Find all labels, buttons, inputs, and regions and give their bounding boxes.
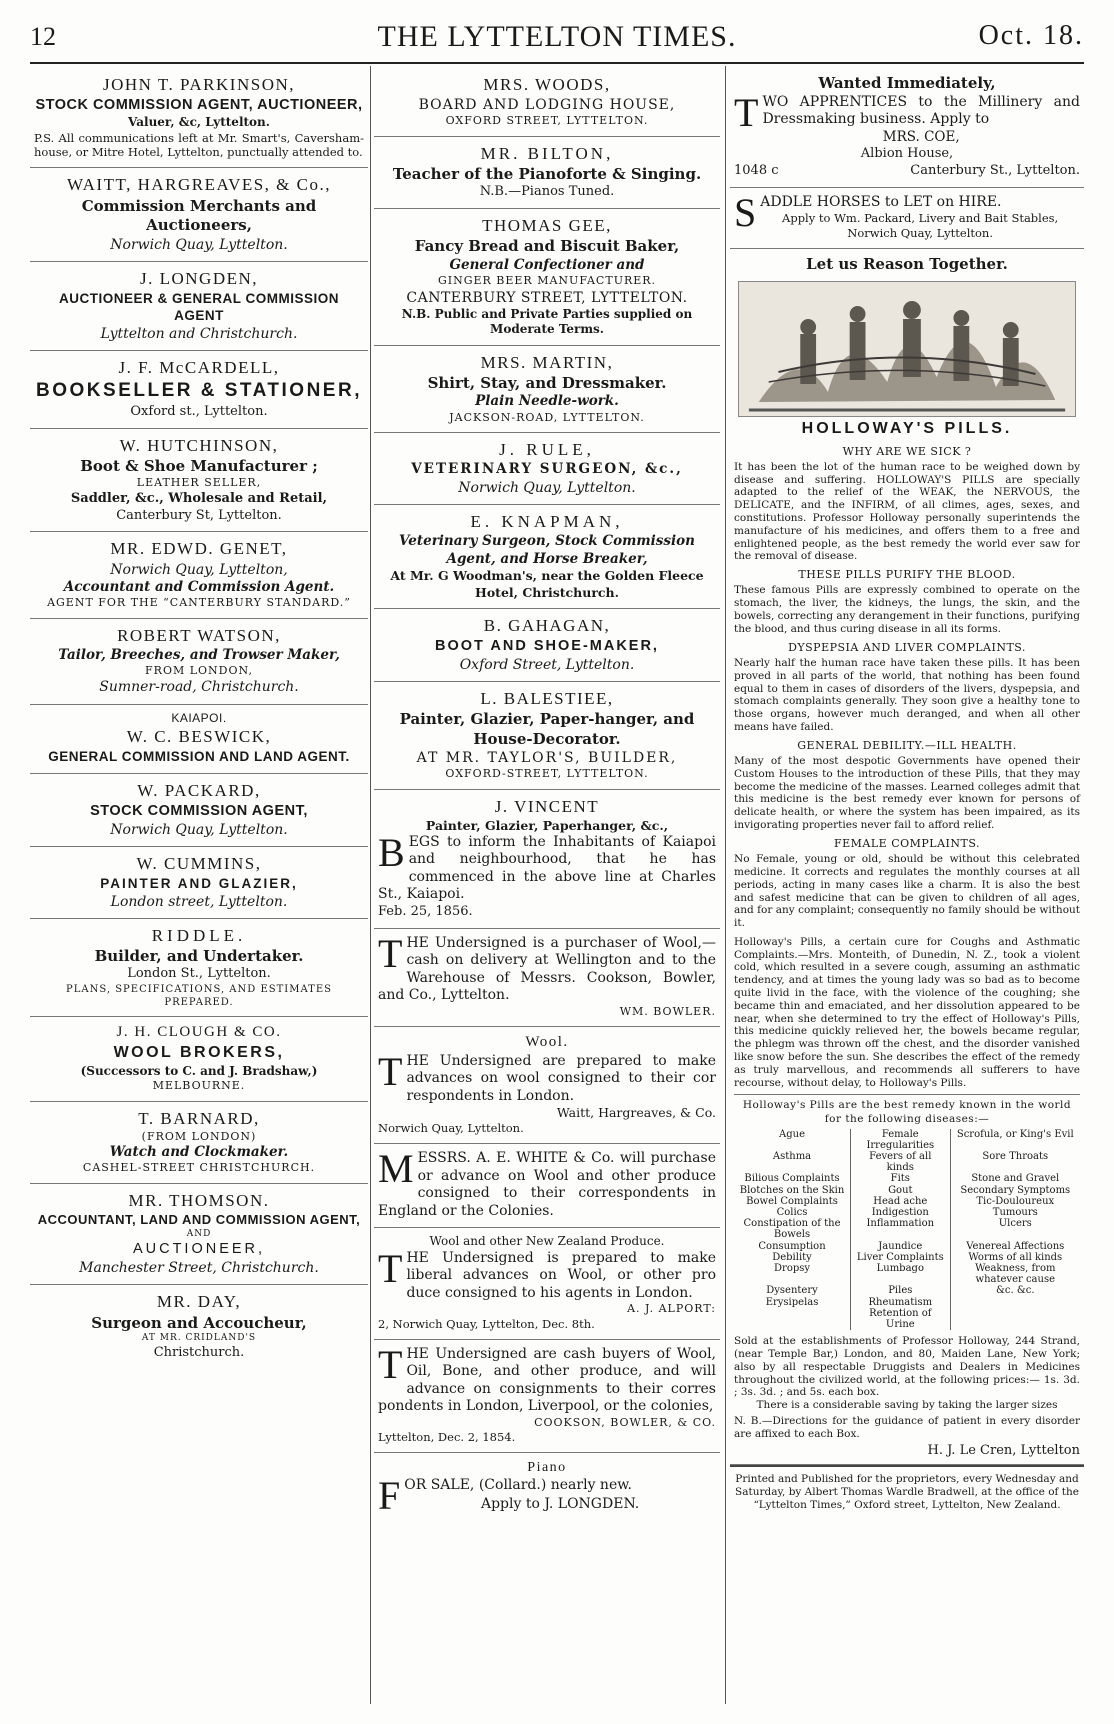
ad-white	[374, 1144, 720, 1228]
disease-cell: &c. &c.	[950, 1285, 1080, 1296]
ad-cummins	[30, 847, 368, 919]
ad-beswick	[30, 705, 368, 774]
ad-sign: Waitt, Hargreaves, & Co.	[556, 1105, 716, 1121]
disease-cell: Female Irregularities	[851, 1129, 951, 1151]
ad-holloway	[730, 249, 1084, 1465]
ad-saddle	[730, 188, 1084, 249]
ad-genet	[30, 532, 368, 618]
ad-place: Norwich Quay, Lyttelton.	[378, 1121, 524, 1136]
column-rule	[725, 66, 726, 1704]
section-body: It has been the lot of the human race to be weighed down by disease and suffering. HOLLOWAY'S PILLS are specially adapted to the relief of the WEAK, the NERVOUS, the DELICATE, and the INFIRM, of all climes, ages, sexes, and constitutions. Professor Holloway personally superintends the manufacture of his medicines, and offers them to a free and enlightened people, as the best remedy the world ever saw for the removal of disease.	[734, 460, 1080, 563]
ad-title: Builder, and Undertaker.	[94, 946, 304, 965]
disease-cell: Fits	[851, 1173, 951, 1184]
column-3	[730, 68, 1084, 1702]
disease-cell: Constipation of the Bowels	[743, 1218, 841, 1241]
sold-body: Sold at the establishments of Professor Holloway, 244 Strand, (near Temple Bar,) London, and 80, Maiden Lane, New York; also by all respectable Druggists and Dealers in Medicines throughout the civilized world, at the following prices:— 1s. 3d. ; 3s. 3d. ; and 5s. each box.	[734, 1335, 1080, 1399]
ad-piano	[374, 1453, 720, 1520]
section-heading: DYSPEPSIA AND LIVER COMPLAINTS.	[788, 640, 1026, 654]
ad-sub: Valuer, &c, Lyttelton.	[128, 114, 270, 129]
ad-thomson	[30, 1184, 368, 1286]
section-body: These famous Pills are expressly combined to operate on the stomach, the liver, the kidneys, the lungs, the skin, and the bowels, correcting any derangement in their functions, purifying the blood, and thus curing disease in all its forms.	[734, 584, 1081, 635]
disease-cell: Dropsy	[774, 1262, 811, 1274]
ad-name: RIDDLE.	[151, 925, 247, 945]
ad-balestiee	[374, 682, 720, 790]
ad-name: J. H. CLOUGH & CO.	[116, 1024, 282, 1041]
ad-name: B. GAHAGAN,	[483, 615, 611, 635]
ad-name: J. RULE,	[499, 440, 595, 460]
ad-date: Feb. 25, 1856.	[378, 903, 473, 919]
disease-cell: Tic-Douloureux	[950, 1196, 1080, 1207]
ad-sub: AT MR. CRIDLAND'S	[141, 1333, 257, 1344]
disease-cell: Gout	[851, 1185, 951, 1196]
drop-cap: S	[734, 189, 757, 235]
ad-title: STOCK COMMISSION AGENT, AUCTIONEER,	[35, 97, 363, 114]
ad-title: Painter, Glazier, Paper-hanger, and House-Decorator.	[399, 710, 695, 748]
ad-waitt	[30, 168, 368, 261]
ad-place: Norwich Quay, Lyttelton.	[458, 479, 636, 496]
ad-ref: 1048 c	[734, 162, 779, 178]
ad-name: MRS. WOODS,	[483, 75, 611, 94]
ad-title: STOCK COMMISSION AGENT,	[90, 802, 308, 819]
ad-day	[30, 1285, 368, 1368]
ad-name: MR. BILTON,	[480, 143, 614, 163]
ad-name: W. HUTCHINSON,	[119, 435, 279, 455]
ad-place: Canterbury St., Lyttelton.	[910, 162, 1080, 178]
ad-gahagan	[374, 609, 720, 682]
ad-name: THOMAS GEE,	[482, 216, 612, 236]
column-1	[30, 68, 368, 1702]
ad-title: Veterinary Surgeon, Stock Commission Agent, and Horse Breaker,	[399, 533, 695, 567]
ad-place: London street, Lyttelton.	[110, 893, 288, 910]
remedy-heading: Holloway's Pills are the best remedy known in the world for the following diseases:—	[734, 1094, 1080, 1126]
ad-place: Christchurch.	[153, 1344, 245, 1360]
ad-note: N.B. Public and Private Parties supplied on Moderate Terms.	[401, 306, 693, 337]
holloway-brand: HOLLOWAY'S PILLS.	[801, 419, 1013, 437]
ad-heading: Wool and other New Zealand Produce.	[429, 1234, 665, 1249]
disease-cell: Head ache	[851, 1196, 951, 1207]
section-body: Nearly half the human race have taken these pills. It has been proved in all parts of the world, that nothing has been found equal to them in cases of disorders of the livers, dyspepsia, and stomach complaints generally. They soon give a healthy tone to those organs, however much deranged, and when all other means have failed.	[734, 656, 1080, 733]
disease-cell: Dysentery	[766, 1285, 818, 1297]
drop-cap: T	[378, 1245, 403, 1291]
ad-note: N.B.—Pianos Tuned.	[479, 184, 615, 200]
drop-cap: F	[378, 1473, 401, 1518]
ad-place: Oxford Street, Lyttelton.	[459, 656, 635, 673]
ad-place: Manchester Street, Christchurch.	[79, 1260, 319, 1277]
disease-cell: Scrofula, or King's Evil	[950, 1129, 1080, 1151]
ad-mccardell	[30, 351, 368, 429]
ad-body: EGS to inform the Inhabitants of Kaiapoi and neighbourhood, that he has commenced in the above line at Charles St., Kaiapoi.	[378, 833, 716, 903]
disease-cell: Liver Complaints	[851, 1252, 951, 1263]
ad-place: CASHEL-STREET CHRISTCHURCH.	[82, 1161, 316, 1175]
disease-cell: Piles	[851, 1285, 951, 1296]
ad-wool	[374, 1027, 720, 1144]
ad-title: ACCOUNTANT, LAND AND COMMISSION AGENT,	[37, 1211, 361, 1227]
ad-sign: WM. BOWLER.	[619, 1004, 716, 1018]
imprint	[730, 1465, 1084, 1518]
section-heading: WHY ARE WE SICK ?	[842, 444, 972, 458]
ad-name: W. CUMMINS,	[136, 854, 262, 874]
ad-date: 2, Norwich Quay, Lyttelton, Dec. 8th.	[378, 1316, 595, 1331]
ad-body: HE Undersigned is a purchaser of Wool,—cash on delivery at Wellington and to the Warehouse of Messrs. Cookson, Bowler, and Co., Lyttelton.	[378, 934, 716, 1004]
disease-cell: Retention of Urine	[851, 1308, 951, 1330]
ad-house: Albion House,	[860, 146, 954, 162]
ad-place: JACKSON-ROAD, LYTTELTON.	[449, 411, 645, 425]
ad-note: P.S. All communications left at Mr. Smart's, Caversham-house, or Mitre Hotel, Lyttelton, punctually attended to.	[34, 130, 364, 160]
drop-cap: B	[378, 829, 405, 875]
engraving-illustration-art	[739, 282, 1075, 416]
ad-wanted	[730, 68, 1084, 188]
disease-row	[734, 1173, 1080, 1184]
ad-rule	[374, 433, 720, 505]
ad-title: GENERAL COMMISSION AND LAND AGENT.	[48, 749, 350, 765]
ad-vincent	[374, 790, 720, 929]
disease-cell: Debility	[772, 1251, 812, 1263]
disease-cell: Jaundice	[851, 1241, 951, 1252]
disease-cell: Tumours	[950, 1207, 1080, 1218]
ad-woods	[374, 68, 720, 137]
disease-cell: Lumbago	[851, 1263, 951, 1285]
ad-sub: (Successors to C. and J. Bradshaw,)	[80, 1063, 318, 1078]
ad-sub: General Confectioner and	[449, 256, 645, 273]
ad-name: W. PACKARD,	[137, 780, 261, 800]
disease-cell: Asthma	[772, 1151, 812, 1163]
ad-place: Lyttelton and Christchurch.	[100, 325, 298, 342]
ad-title: Shirt, Stay, and Dressmaker.	[427, 373, 667, 392]
ad-sub: Plain Needle-work.	[475, 393, 619, 410]
ad-title: BOOT AND SHOE-MAKER,	[435, 637, 659, 654]
ad-title: Commission Merchants and Auctioneers,	[81, 196, 317, 234]
ad-place: CANTERBURY STREET, LYTTELTON.	[406, 289, 688, 306]
ad-sub: LEATHER SELLER,	[136, 476, 262, 490]
ad-title: PAINTER AND GLAZIER,	[100, 876, 298, 892]
ad-heading: Piano	[527, 1459, 567, 1475]
ad-title: Watch and Clockmaker.	[109, 1143, 289, 1160]
column-2	[374, 68, 720, 1702]
ad-heading: Wanted Immediately,	[818, 74, 996, 92]
drop-cap: M	[378, 1146, 414, 1192]
ad-name: JOHN T. PARKINSON,	[103, 75, 295, 94]
ad-body: HE Undersigned is prepared to make liberal advances on Wool, or other pro duce consigned to his agents in London.	[406, 1249, 716, 1301]
ad-place: London St., Lyttelton.	[127, 966, 271, 982]
page-number: 12	[30, 22, 56, 51]
ad-title: Teacher of the Pianoforte & Singing.	[392, 164, 702, 183]
ad-title: Fancy Bread and Biscuit Baker,	[414, 237, 680, 256]
ad-name: W. C. BESWICK,	[126, 727, 272, 747]
ad-cookson	[374, 1340, 720, 1453]
page-header	[30, 18, 1084, 64]
disease-row	[734, 1308, 1080, 1330]
ad-longden	[30, 262, 368, 351]
ad-alport	[374, 1228, 720, 1339]
ad-title: AUCTIONEER & GENERAL COMMISSION AGENT	[58, 290, 339, 324]
saving-note: There is a considerable saving by taking the larger sizes	[756, 1399, 1058, 1412]
disease-row	[734, 1297, 1080, 1308]
disease-cell: Bilious Complaints	[744, 1173, 840, 1185]
disease-row	[734, 1218, 1080, 1240]
disease-cell: Secondary Symptoms	[950, 1185, 1080, 1196]
ad-clough	[30, 1017, 368, 1101]
ad-barnard	[30, 1102, 368, 1184]
agent-name: H. J. Le Cren, Lyttelton	[927, 1443, 1080, 1459]
ad-name: J. LONGDEN,	[139, 268, 259, 288]
disease-row	[734, 1196, 1080, 1207]
ad-place: Norwich Quay, Lyttelton.	[110, 236, 288, 253]
disease-row	[734, 1151, 1080, 1173]
ad-name: MR. EDWD. GENET,	[110, 539, 288, 559]
ad-and: AND	[186, 1228, 212, 1239]
ad-sub2: Saddler, &c., Wholesale and Retail,	[70, 490, 328, 506]
section-heading: THESE PILLS PURIFY THE BLOOD.	[798, 568, 1016, 582]
disease-row	[734, 1185, 1080, 1196]
ad-knapman	[374, 505, 720, 609]
ad-sign: COOKSON, BOWLER, & CO.	[534, 1415, 716, 1429]
ad-title: BOOKSELLER & STATIONER,	[36, 380, 362, 402]
ad-name: L. BALESTIEE,	[480, 688, 614, 708]
ad-bowler	[374, 929, 720, 1027]
ad-gee	[374, 209, 720, 346]
disease-row	[734, 1252, 1080, 1263]
disease-row	[734, 1263, 1080, 1285]
ad-heading: Wool.	[525, 1034, 569, 1051]
ad-sub: Apply to J. LONGDEN.	[480, 1495, 640, 1512]
disease-cell: Inflammation	[851, 1218, 951, 1240]
section-heading: GENERAL DEBILITY.—ILL HEALTH.	[797, 738, 1017, 752]
ad-body: ADDLE HORSES to LET on HIRE.	[760, 193, 1002, 210]
ad-title2: AUCTIONEER,	[132, 1241, 266, 1258]
ad-place: Sumner-road, Christchurch.	[99, 679, 299, 696]
disease-cell: Stone and Gravel	[950, 1173, 1080, 1184]
disease-cell: Ulcers	[950, 1218, 1080, 1240]
ad-place: At Mr. G Woodman's, near the Golden Fleece Hotel, Christchurch.	[390, 568, 704, 600]
disease-table	[734, 1129, 1080, 1330]
ad-place: Norwich Quay, Lyttelton,	[110, 561, 288, 578]
disease-cell: Indigestion	[851, 1207, 951, 1218]
drop-cap: T	[378, 930, 403, 976]
disease-cell: Sore Throats	[950, 1151, 1080, 1173]
disease-cell: Blotches on the Skin	[739, 1184, 845, 1196]
disease-cell	[950, 1297, 1080, 1308]
ad-sign: A. J. ALPORT:	[627, 1302, 716, 1316]
disease-cell: Fevers of all kinds	[851, 1151, 951, 1173]
disease-row	[734, 1129, 1080, 1151]
ad-name: WAITT, HARGREAVES, & Co.,	[66, 175, 331, 195]
ad-place: Norwich Quay, Lyttelton.	[110, 821, 288, 838]
directions-note: N. B.—Directions for the guidance of patient in every disorder are affixed to each Box.	[734, 1414, 1080, 1440]
ad-title: WOOL BROKERS,	[113, 1043, 285, 1061]
disease-cell: Colics	[776, 1207, 808, 1219]
ad-title: BOARD AND LODGING HOUSE,	[418, 97, 676, 114]
ad-body: WO APPRENTICES to the Millinery and Dressmaking business. Apply to	[762, 93, 1080, 127]
ad-place: Oxford st., Lyttelton.	[130, 403, 268, 419]
disease-cell: Consumption	[758, 1240, 826, 1252]
ad-title: Painter, Glazier, Paperhanger, &c.,	[425, 817, 669, 833]
section-body: Many of the most despotic Governments have opened their Custom Houses to the introduction of these Pills, that they may become the medicine of the masses. Learned colleges admit that this medicine is the best remedy ever known for persons of delicate health, or where the system has been impaired, as its invigorating properties never fail to afford relief.	[734, 755, 1080, 832]
header-rule	[30, 62, 1084, 64]
ad-sub: AGENT FOR THE “CANTERBURY STANDARD.”	[47, 596, 351, 610]
ad-body: OR SALE, (Collard.) nearly new.	[404, 1477, 633, 1493]
ad-title: Accountant and Commission Agent.	[63, 578, 335, 595]
ad-place: Canterbury St, Lyttelton.	[116, 507, 282, 523]
ad-martin	[374, 346, 720, 433]
drop-cap: T	[378, 1341, 403, 1387]
masthead: THE LYTTELTON TIMES.	[377, 20, 737, 53]
ad-name: MR. DAY,	[156, 1292, 242, 1312]
disease-cell	[950, 1308, 1080, 1330]
issue-date: Oct. 18.	[978, 20, 1084, 51]
section-heading: FEMALE COMPLAINTS.	[834, 836, 980, 850]
ad-bilton	[374, 137, 720, 209]
ad-hutchinson	[30, 429, 368, 533]
section-body: No Female, young or old, should be without this celebrated medicine. It corrects and regulates the monthly courses at all periods, acting in many cases like a charm. It is also the best and safest medicine that can be given to children of all ages, and for any complaint; consequently no family should be without it.	[734, 853, 1080, 930]
disease-cell	[734, 1308, 851, 1330]
ad-riddle	[30, 919, 368, 1017]
ad-sub: PLANS, SPECIFICATIONS, AND ESTIMATES PREPARED.	[66, 984, 332, 1009]
ad-parkinson	[30, 68, 368, 168]
ad-name: J. F. McCARDELL,	[118, 358, 280, 378]
ad-place: OXFORD-STREET, LYTTELTON.	[445, 767, 649, 781]
ad-name: E. KNAPMAN,	[470, 512, 624, 532]
ad-place: MELBOURNE.	[152, 1079, 246, 1093]
testimonial-body: Holloway's Pills, a certain cure for Coughs and Asthmatic Complaints.—Mrs. Monteith, of Dunedin, N. Z., took a violent cold, which resulted in a severe cough, assuming an asthmatic tendency, and at times the young lady was so bad as to become quite livid in the face, with the violence of the coughing; she became thin and emaciated, and her dissolution appeared to be near, when she determined to try the effect of Holloway's Pills, this medicine quickly relieved her, the bowels became regular, the phlegm was thrown off the chest, and the disorder vanished like snow before the sun. She describes the effect of the remedy as truly marvellous, and recommends all sufferers to have recourse, without delay, to Holloway's Pills.	[734, 935, 1080, 1089]
ad-watson	[30, 619, 368, 705]
ad-body: HE Undersigned are cash buyers of Wool, Oil, Bone, and other produce, and will advance on consignments to their corres pondents in London, Liverpool, or the colonies,	[378, 1345, 716, 1415]
disease-cell: Erysipelas	[765, 1296, 819, 1308]
ad-town: KAIAPOI.	[171, 710, 227, 725]
column-rule	[370, 66, 371, 1704]
drop-cap: T	[734, 89, 759, 135]
ad-body: HE Undersigned are prepared to make advances on wool consigned to their cor respondents in London.	[406, 1052, 716, 1104]
disease-cell: Venereal Affections	[950, 1241, 1080, 1252]
ad-name: ROBERT WATSON,	[117, 625, 281, 645]
drop-cap: T	[378, 1048, 403, 1094]
disease-cell: Rheumatism	[851, 1297, 951, 1308]
ad-place: OXFORD STREET, LYTTELTON.	[445, 114, 649, 128]
ad-title: VETERINARY SURGEON, &c.,	[411, 461, 683, 478]
disease-row	[734, 1285, 1080, 1296]
ad-title: Surgeon and Accoucheur,	[91, 1313, 307, 1332]
ad-sub: (FROM LONDON)	[141, 1129, 257, 1143]
ad-name: T. BARNARD,	[138, 1108, 260, 1128]
ad-date: Lyttelton, Dec. 2, 1854.	[378, 1429, 516, 1444]
engraving-illustration	[738, 281, 1076, 417]
ad-name: MRS. MARTIN,	[480, 352, 614, 372]
ad-sub: AT MR. TAYLOR'S, BUILDER,	[416, 750, 678, 767]
ad-title: Tailor, Breeches, and Trowser Maker,	[58, 646, 340, 663]
ad-name: J. VINCENT	[494, 796, 600, 816]
ad-sub: Apply to Wm. Packard, Livery and Bait Stables, Norwich Quay, Lyttelton.	[782, 211, 1059, 241]
ad-sub: FROM LONDON,	[145, 664, 253, 678]
disease-row	[734, 1241, 1080, 1252]
disease-cell: Ague	[779, 1128, 806, 1140]
disease-row	[734, 1207, 1080, 1218]
ad-body: ESSRS. A. E. WHITE & Co. will purchase or advance on Wool and other produce consigned to their correspondents in England or the Colonies.	[378, 1150, 716, 1219]
ad-name: MRS. COE,	[882, 128, 960, 145]
ad-packard	[30, 774, 368, 847]
imprint-text: Printed and Published for the proprietors, every Wednesday and Saturday, by Albert Thomas Wardle Bradwell, at the office of the “Lyttelton Times,” Oxford street, Lyttelton, New Zealand.	[735, 1473, 1079, 1511]
ad-heading: Let us Reason Together.	[806, 255, 1008, 274]
disease-cell: Bowel Complaints	[746, 1195, 838, 1207]
disease-cell: Weakness, from whatever cause	[950, 1263, 1080, 1285]
disease-cell: Worms of all kinds	[950, 1252, 1080, 1263]
ad-title: Boot & Shoe Manufacturer ;	[80, 456, 318, 475]
ad-name: MR. THOMSON.	[128, 1190, 270, 1210]
ad-sub2: GINGER BEER MANUFACTURER.	[437, 274, 657, 288]
